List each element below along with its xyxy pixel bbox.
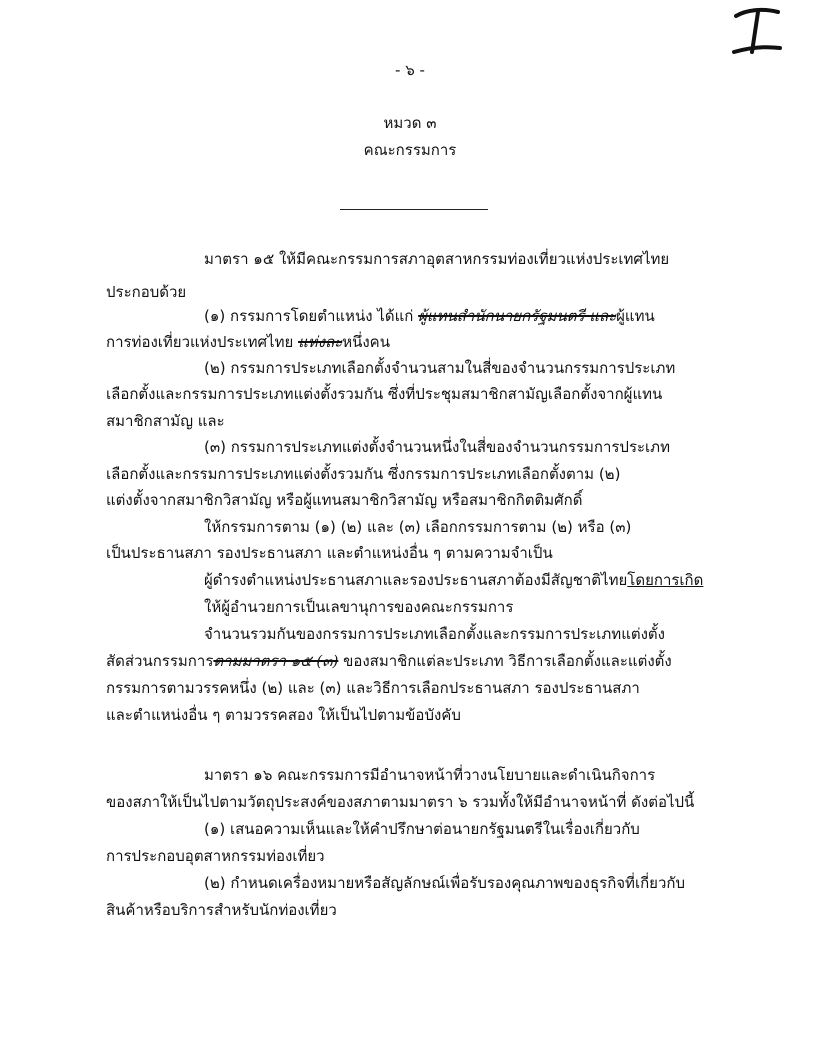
s15-para1-a-end: ผู้แทน [616,307,655,325]
s15-para3-b: เลือกตั้งและกรรมการประเภทแต่งตั้งรวมกัน ซึ่งกรรมการประเภทเลือกตั้งตาม (๒) [106,465,621,483]
s15-para7-b-struck: ตามมาตรา ๑๕ (๓) [213,652,339,670]
s15-para1-b [106,332,390,352]
s16-para1-a: (๑) เสนอความเห็นและให้คำปรึกษาต่อนายกรัฐมนตรีในเรื่องเกี่ยวกับ [204,820,640,838]
s15-para2-b: เลือกตั้งและกรรมการประเภทแต่งตั้งรวมกัน ซึ่งที่ประชุมสมาชิกสามัญเลือกตั้งจากผู้แทน [106,385,663,403]
s15-para4-a: ให้กรรมการตาม (๑) (๒) และ (๓) เลือกกรรมการตาม (๒) หรือ (๓) [204,518,632,536]
s15-para7-b-post: ของสมาชิกแต่ละประเภท วิธีการเลือกตั้งและแต่งตั้ง [338,652,672,670]
s15-para7-c: กรรมการตามวรรคหนึ่ง (๒) และ (๓) และวิธีการเลือกประธานสภา รองประธานสภา [106,679,640,697]
s15-para2-a: (๒) กรรมการประเภทเลือกตั้งจำนวนสามในสี่ของจำนวนกรรมการประเภท [204,359,676,377]
s15-para5-underlined: โดยการเกิด [627,571,704,589]
s15-para7-b-pre: สัดส่วนกรรมการ [106,652,214,670]
handwritten-page-mark [728,2,788,60]
s15-para5 [204,570,703,590]
s15-para5-text: ผู้ดำรงตำแหน่งประธานสภาและรองประธานสภาต้องมีสัญชาติไทย [204,571,628,589]
page-number: - ๖ - [395,61,425,79]
s15-para1-b-text: การท่องเที่ยวแห่งประเทศไทย [106,333,299,351]
s16-para2-b: สินค้าหรือบริการสำหรับนักท่องเที่ยว [106,901,337,919]
chapter-title: หมวด ๓ [383,114,437,132]
s15-para1-b-end: หนึ่งคน [342,333,390,351]
s15-para7-a: จำนวนรวมกันของกรรมการประเภทเลือกตั้งและกรรมการประเภทแต่งตั้ง [204,625,665,643]
s15-para2-c: สมาชิกสามัญ และ [106,412,225,430]
s15-line-2: ประกอบด้วย [106,283,187,301]
s16-para2-a: (๒) กำหนดเครื่องหมายหรือสัญลักษณ์เพื่อรับรองคุณภาพของธุรกิจที่เกี่ยวกับ [204,874,685,892]
s15-para4-b: เป็นประธานสภา รองประธานสภา และตำแหน่งอื่น ๆ ตามความจำเป็น [106,544,553,562]
divider-rule [340,209,488,210]
s15-para3-a: (๓) กรรมการประเภทแต่งตั้งจำนวนหนึ่งในสี่ของจำนวนกรรมการประเภท [204,438,670,456]
handwritten-i-icon [728,2,788,60]
s15-para3-c: แต่งตั้งจากสมาชิกวิสามัญ หรือผู้แทนสมาชิกวิสามัญ หรือสมาชิกกิตติมศักดิ์ [106,491,583,509]
s16-para1-b: การประกอบอุตสาหกรรมท่องเที่ยว [106,847,325,865]
chapter-subtitle: คณะกรรมการ [363,141,457,159]
s15-para1-b-struck: แห่งละ [298,333,343,351]
s15-para1-a-text: (๑) กรรมการโดยตำแหน่ง ได้แก่ [204,307,419,325]
s15-para1-a-struck: ผู้แทนสำนักนายกรัฐมนตรี และ [418,307,617,325]
s15-para1-a [204,306,655,326]
s15-para7-b [106,651,672,671]
s15-para6: ให้ผู้อำนวยการเป็นเลขานุการของคณะกรรมการ [204,598,514,616]
s16-line-1: มาตรา ๑๖ คณะกรรมการมีอำนาจหน้าที่วางนโยบายและดำเนินกิจการ [204,766,656,784]
s16-line-2: ของสภาให้เป็นไปตามวัตถุประสงค์ของสภาตามมาตรา ๖ รวมทั้งให้มีอำนาจหน้าที่ ดังต่อไปนี้ [106,793,695,811]
s15-line-1: มาตรา ๑๕ ให้มีคณะกรรมการสภาอุตสาหกรรมท่องเที่ยวแห่งประเทศไทย [204,250,670,268]
s15-para7-d: และตำแหน่งอื่น ๆ ตามวรรคสอง ให้เป็นไปตามข้อบังคับ [106,706,461,724]
